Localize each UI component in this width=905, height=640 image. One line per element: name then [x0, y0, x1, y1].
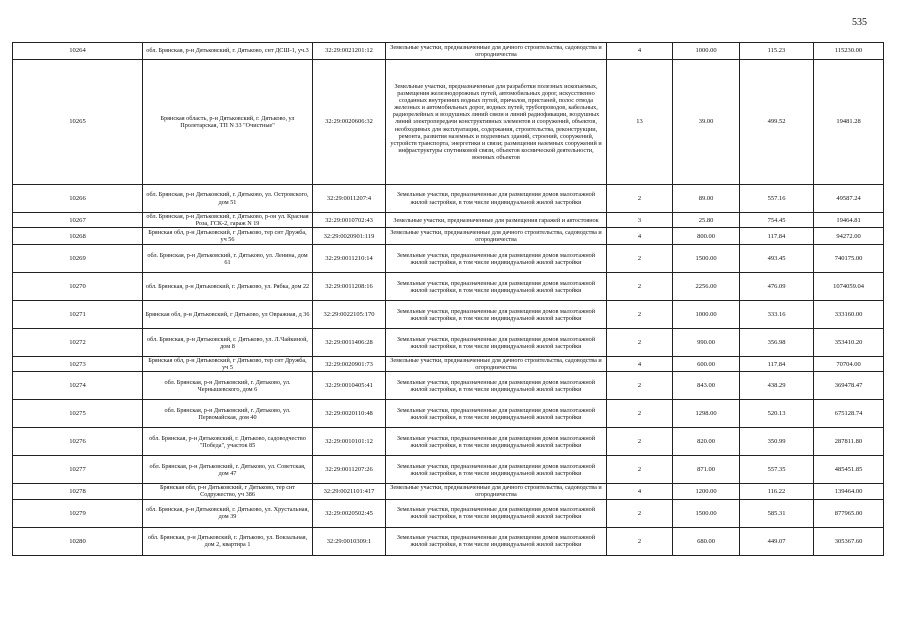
row-number: 10277: [13, 456, 143, 484]
land-use-cell: Земельные участки, предназначенные для размещения домов малоэтажной жилой застройки, в том числе индивидуальной жилой застройки: [386, 301, 607, 329]
table-row: [13, 357, 884, 372]
specific-value-cell: 476.09: [740, 273, 814, 301]
area-cell: 843.00: [673, 372, 740, 400]
cadastral-number-cell: 32:29:0020901:119: [313, 228, 386, 245]
cadastral-value-cell: 19464.81: [814, 213, 884, 228]
area-cell: 39.00: [673, 60, 740, 185]
address-cell: Брянская обл, р-н Дятьковский, г Дятьково, тер снт Содружество, уч 386: [143, 484, 313, 499]
cadastral-value-cell: 287811.80: [814, 428, 884, 456]
cadastral-value-cell: 877965.00: [814, 499, 884, 527]
row-number: 10267: [13, 213, 143, 228]
group-cell: 2: [607, 273, 673, 301]
land-use-cell: Земельные участки, предназначенные для размещения домов малоэтажной жилой застройки, в том числе индивидуальной жилой застройки: [386, 456, 607, 484]
page-number: 535: [852, 17, 867, 28]
specific-value-cell: 754.45: [740, 213, 814, 228]
specific-value-cell: 585.31: [740, 499, 814, 527]
cadastral-value-cell: 485451.85: [814, 456, 884, 484]
address-cell: обл. Брянская, р-н Дятьковский, г. Дятьково, ул. Первомайская, дом 40: [143, 400, 313, 428]
specific-value-cell: 449.07: [740, 527, 814, 555]
cadastral-value-cell: 94272.00: [814, 228, 884, 245]
group-cell: 2: [607, 185, 673, 213]
specific-value-cell: 438.29: [740, 372, 814, 400]
table-row: [13, 273, 884, 301]
cadastral-number-cell: 32:29:0010101:12: [313, 428, 386, 456]
cadastral-number-cell: 32:29:0010309:1: [313, 527, 386, 555]
group-cell: 2: [607, 400, 673, 428]
group-cell: 2: [607, 372, 673, 400]
area-cell: 871.00: [673, 456, 740, 484]
cadastral-number-cell: 32:29:0011210:14: [313, 245, 386, 273]
land-use-cell: Земельные участки, предназначенные для размещения гаражей и автостоянок: [386, 213, 607, 228]
specific-value-cell: 117.84: [740, 228, 814, 245]
area-cell: 800.00: [673, 228, 740, 245]
area-cell: 1000.00: [673, 43, 740, 60]
specific-value-cell: 115.23: [740, 43, 814, 60]
land-use-cell: Земельные участки, предназначенные для размещения домов малоэтажной жилой застройки, в том числе индивидуальной жилой застройки: [386, 329, 607, 357]
group-cell: 2: [607, 499, 673, 527]
cadastral-number-cell: 32:29:0011207:26: [313, 456, 386, 484]
specific-value-cell: 333.16: [740, 301, 814, 329]
address-cell: обл. Брянская, р-н Дятьковский, г. Дятьково, ул. Чернышевского, дом 6: [143, 372, 313, 400]
table-row: [13, 527, 884, 555]
specific-value-cell: 117.84: [740, 357, 814, 372]
land-use-cell: Земельные участки, предназначенные для размещения домов малоэтажной жилой застройки, в том числе индивидуальной жилой застройки: [386, 499, 607, 527]
area-cell: 990.00: [673, 329, 740, 357]
table-row: [13, 456, 884, 484]
address-cell: обл. Брянская, р-н Дятьковский, г. Дятьково, ул. Советская, дом 47: [143, 456, 313, 484]
address-cell: обл. Брянская, р-н Дятьковский, г. Дятьково, садоводчество "Победа", участок 85: [143, 428, 313, 456]
land-use-cell: Земельные участки, предназначенные для дачного строительства, садоводства и огородничества: [386, 484, 607, 499]
land-use-cell: Земельные участки, предназначенные для размещения домов малоэтажной жилой застройки, в том числе индивидуальной жилой застройки: [386, 245, 607, 273]
table-row: [13, 499, 884, 527]
row-number: 10274: [13, 372, 143, 400]
area-cell: 1000.00: [673, 301, 740, 329]
cadastral-number-cell: 32:29:0010405:41: [313, 372, 386, 400]
row-number: 10269: [13, 245, 143, 273]
group-cell: 4: [607, 484, 673, 499]
cadastral-value-cell: 70704.00: [814, 357, 884, 372]
row-number: 10275: [13, 400, 143, 428]
group-cell: 4: [607, 228, 673, 245]
cadastral-value-cell: 675128.74: [814, 400, 884, 428]
specific-value-cell: 493.45: [740, 245, 814, 273]
land-use-cell: Земельные участки, предназначенные для размещения домов малоэтажной жилой застройки, в том числе индивидуальной жилой застройки: [386, 372, 607, 400]
group-cell: 2: [607, 245, 673, 273]
cadastral-number-cell: 32:29:0020606:32: [313, 60, 386, 185]
address-cell: обл. Брянская, р-н Дятьковский, г. Дятьково, ул. Островского, дом 51: [143, 185, 313, 213]
cadastral-number-cell: 32:29:0011208:16: [313, 273, 386, 301]
cadastral-value-cell: 740175.00: [814, 245, 884, 273]
cadastral-number-cell: 32:29:0021201:12: [313, 43, 386, 60]
row-number: 10272: [13, 329, 143, 357]
cadastral-number-cell: 32:29:0022105:170: [313, 301, 386, 329]
specific-value-cell: 350.99: [740, 428, 814, 456]
address-cell: обл. Брянская, р-н Дятьковский, г. Дятьково, ул. Ленина, дом 61: [143, 245, 313, 273]
area-cell: 1500.00: [673, 499, 740, 527]
cadastral-value-cell: 369478.47: [814, 372, 884, 400]
specific-value-cell: 557.35: [740, 456, 814, 484]
area-cell: 25.80: [673, 213, 740, 228]
specific-value-cell: 356.98: [740, 329, 814, 357]
cadastral-number-cell: 32:29:0011406:28: [313, 329, 386, 357]
address-cell: обл. Брянская, р-н Дятьковский, г. Дятьково, ул. Рябка, дом 22: [143, 273, 313, 301]
row-number: 10280: [13, 527, 143, 555]
address-cell: Брянская обл, р-н Дятьковский, г Дятьково, тер снт Дружба, уч 56: [143, 228, 313, 245]
group-cell: 2: [607, 456, 673, 484]
table-row: [13, 245, 884, 273]
cadastral-number-cell: 32:29:0020110:48: [313, 400, 386, 428]
land-use-cell: Земельные участки, предназначенные для дачного строительства, садоводства и огородничества: [386, 357, 607, 372]
group-cell: 4: [607, 43, 673, 60]
row-number: 10268: [13, 228, 143, 245]
row-number: 10278: [13, 484, 143, 499]
group-cell: 2: [607, 301, 673, 329]
cadastral-number-cell: 32:29:0021101:417: [313, 484, 386, 499]
row-number: 10265: [13, 60, 143, 185]
table-row: [13, 484, 884, 499]
group-cell: 2: [607, 329, 673, 357]
cadastral-value-cell: 333160.00: [814, 301, 884, 329]
area-cell: 680.00: [673, 527, 740, 555]
specific-value-cell: 557.16: [740, 185, 814, 213]
table-row: [13, 228, 884, 245]
table-row: [13, 329, 884, 357]
cadastral-value-cell: 115230.00: [814, 43, 884, 60]
cadastral-number-cell: 32:29:0010702:43: [313, 213, 386, 228]
cadastral-value-cell: 19481.28: [814, 60, 884, 185]
specific-value-cell: 499.52: [740, 60, 814, 185]
area-cell: 1500.00: [673, 245, 740, 273]
area-cell: 820.00: [673, 428, 740, 456]
cadastral-number-cell: 32:29:0020502:45: [313, 499, 386, 527]
group-cell: 13: [607, 60, 673, 185]
address-cell: обл. Брянская, р-н Дятьковский, г. Дятьково, ул. Хрустальная, дом 39: [143, 499, 313, 527]
table-row: [13, 428, 884, 456]
row-number: 10279: [13, 499, 143, 527]
row-number: 10276: [13, 428, 143, 456]
address-cell: обл. Брянская, р-н Дятьковский, г. Дятьково, ул. Вокзальная, дом 2, квартира 1: [143, 527, 313, 555]
table-row: [13, 213, 884, 228]
area-cell: 1200.00: [673, 484, 740, 499]
address-cell: Брянская обл, р-н Дятьковский, г Дятьково, тер снт Дружба, уч 5: [143, 357, 313, 372]
address-cell: Брянская область, р-н Дятьковский, г. Дятьково, ул Пролетарская, ТП N 33 "Очистные": [143, 60, 313, 185]
land-use-cell: Земельные участки, предназначенные для размещения домов малоэтажной жилой застройки, в том числе индивидуальной жилой застройки: [386, 273, 607, 301]
table-row: [13, 185, 884, 213]
cadastral-value-cell: 49587.24: [814, 185, 884, 213]
land-use-cell: Земельные участки, предназначенные для размещения домов малоэтажной жилой застройки, в том числе индивидуальной жилой застройки: [386, 527, 607, 555]
group-cell: 2: [607, 428, 673, 456]
land-use-cell: Земельные участки, предназначенные для размещения домов малоэтажной жилой застройки, в том числе индивидуальной жилой застройки: [386, 400, 607, 428]
address-cell: обл. Брянская, р-н Дятьковский, г. Дятьково, ул. Л.Чайкиной, дом 8: [143, 329, 313, 357]
table-row: [13, 372, 884, 400]
row-number: 10271: [13, 301, 143, 329]
cadastral-value-cell: 1074059.04: [814, 273, 884, 301]
land-use-cell: Земельные участки, предназначенные для дачного строительства, садоводства и огородничества: [386, 43, 607, 60]
table-row: [13, 60, 884, 185]
land-use-cell: Земельные участки, предназначенные для разработки полезных ископаемых, размещения железнодорожных путей, автомобильных дорог, искусственно созданных внутренних водных путей, причалов, пристаней, полос отвода железных и автомобильных дорог, водных путей, трубопроводов, кабельных, радиорелейных и воздушных линий связи и линий радиофикации, воздушных линий электропередачи конструктивных элементов и сооружений, объектов, необходимых для эксплуатации, содержания, строительства, реконструкции, ремонта, развития наземных и подземных зданий, строений, сооружений, устройств транспорта, энергетики и связи; размещения наземных сооружений и инфраструктуры спутниковой связи, объектов космической деятельности, военных объектов: [386, 60, 607, 185]
land-use-cell: Земельные участки, предназначенные для дачного строительства, садоводства и огородничества: [386, 228, 607, 245]
cadastral-number-cell: 32:29:0020901:73: [313, 357, 386, 372]
specific-value-cell: 116.22: [740, 484, 814, 499]
row-number: 10273: [13, 357, 143, 372]
address-cell: обл. Брянская, р-н Дятьковский, г. Дятьково, р-он ул. Красная Роза, ГСК-2, гараж N 19: [143, 213, 313, 228]
land-use-cell: Земельные участки, предназначенные для размещения домов малоэтажной жилой застройки, в том числе индивидуальной жилой застройки: [386, 185, 607, 213]
table-row: [13, 400, 884, 428]
area-cell: 1298.00: [673, 400, 740, 428]
group-cell: 2: [607, 527, 673, 555]
address-cell: Брянская обл, р-н Дятьковский, г Дятьково, ул Овражная, д 36: [143, 301, 313, 329]
area-cell: 89.00: [673, 185, 740, 213]
row-number: 10264: [13, 43, 143, 60]
area-cell: 2256.00: [673, 273, 740, 301]
cadastral-number-cell: 32:29:0011207:4: [313, 185, 386, 213]
table-row: [13, 301, 884, 329]
area-cell: 600.00: [673, 357, 740, 372]
cadastral-value-cell: 305367.60: [814, 527, 884, 555]
table-row: [13, 43, 884, 60]
row-number: 10266: [13, 185, 143, 213]
cadastral-value-table: [12, 42, 884, 556]
cadastral-value-cell: 353410.20: [814, 329, 884, 357]
row-number: 10270: [13, 273, 143, 301]
group-cell: 3: [607, 213, 673, 228]
group-cell: 4: [607, 357, 673, 372]
specific-value-cell: 520.13: [740, 400, 814, 428]
address-cell: обл. Брянская, р-н Дятьковский, г. Дятьково, снт ДСШ-1, уч.3: [143, 43, 313, 60]
cadastral-value-cell: 139464.00: [814, 484, 884, 499]
land-use-cell: Земельные участки, предназначенные для размещения домов малоэтажной жилой застройки, в том числе индивидуальной жилой застройки: [386, 428, 607, 456]
